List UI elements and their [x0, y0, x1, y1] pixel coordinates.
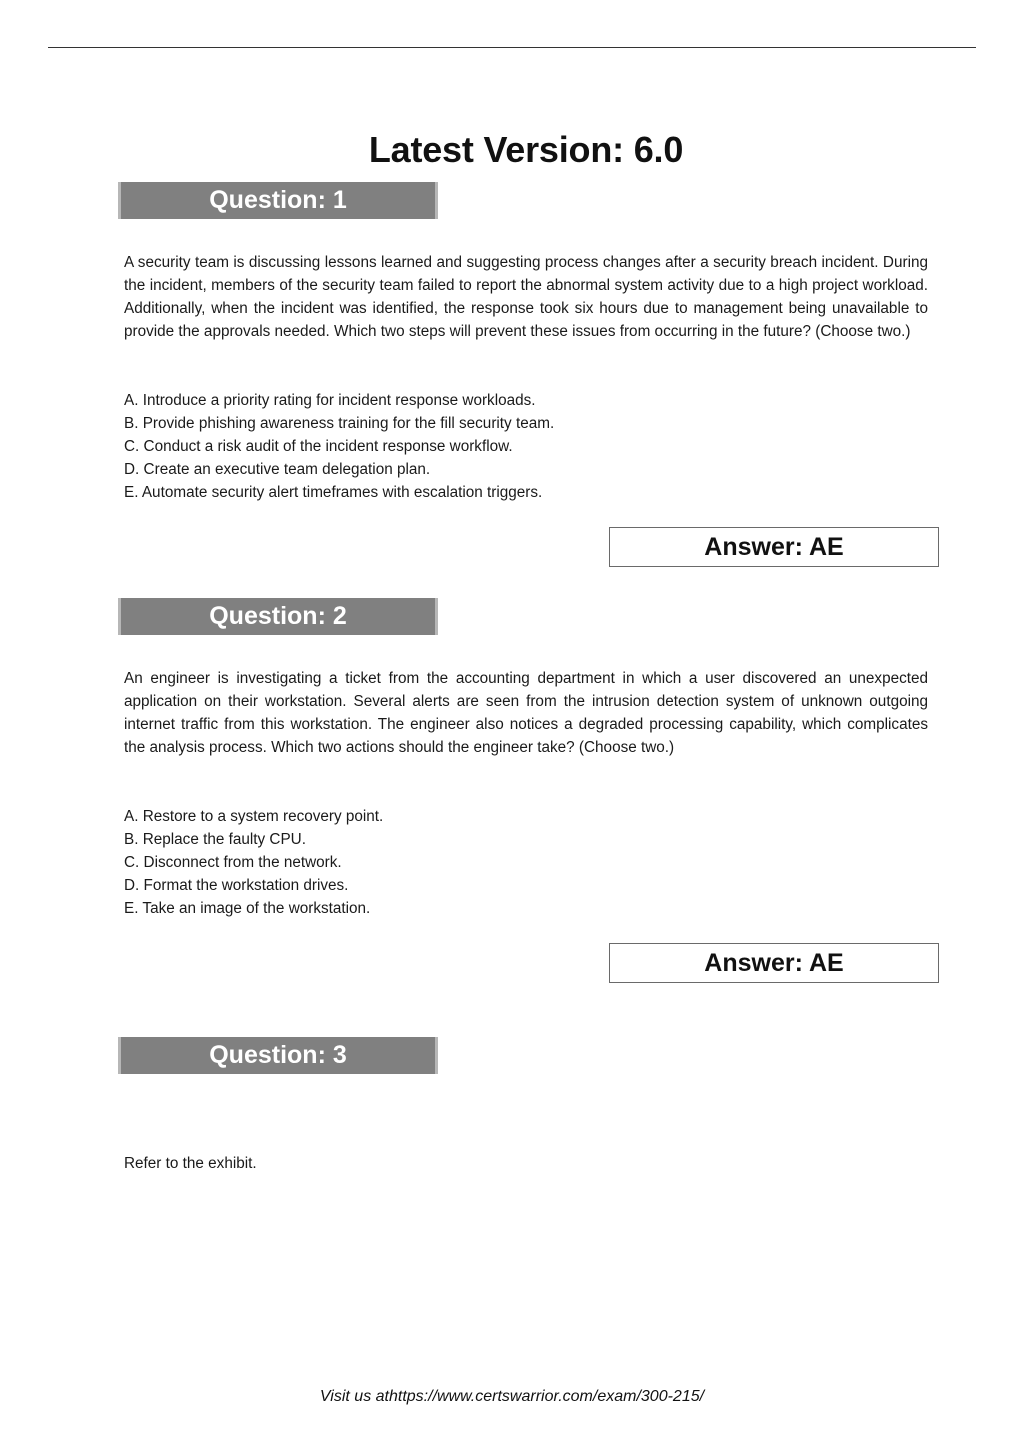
footer-link-text: Visit us athttps://www.certswarrior.com/exam/300-215/ — [319, 1388, 705, 1405]
question-1-header: Question: 1 — [118, 182, 438, 219]
option-a: A. Restore to a system recovery point. — [124, 808, 384, 825]
question-1-options — [124, 389, 928, 504]
option-d: D. Create an executive team delegation plan. — [124, 461, 431, 478]
question-1-text: A security team is discussing lessons learned and suggesting process changes after a security breach incident. During the incident, members of the security team failed to report the abnormal system activity due to a high project workload. Additionally, when the incident was identified, the response took six hours due to management being unavailable to provide the approvals needed. Which two steps will prevent these issues from occurring in the future? (Choose two.) — [124, 254, 928, 340]
option-b: B. Replace the faulty CPU. — [124, 831, 306, 848]
option-e: E. Take an image of the workstation. — [124, 900, 371, 917]
option-e: E. Automate security alert timeframes with escalation triggers. — [124, 484, 543, 501]
question-2-header: Question: 2 — [118, 598, 438, 635]
option-c: C. Conduct a risk audit of the incident response workflow. — [124, 438, 513, 455]
option-d: D. Format the workstation drives. — [124, 877, 349, 894]
header-rule — [48, 47, 976, 48]
option-b: B. Provide phishing awareness training for the fill security team. — [124, 415, 555, 432]
question-1-answer: Answer: AE — [609, 527, 939, 567]
question-3-header: Question: 3 — [118, 1037, 438, 1074]
question-2-text: An engineer is investigating a ticket from the accounting department in which a user discovered an unexpected application on their workstation. Several alerts are seen from the intrusion detection system of unknown outgoing internet traffic from this workstation. The engineer also notices a degraded processing capability, which complicates the analysis process. Which two actions should the engineer take? (Choose two.) — [124, 670, 928, 756]
question-2-answer: Answer: AE — [609, 943, 939, 983]
question-2-options — [124, 805, 928, 920]
question-3-text: Refer to the exhibit. — [124, 1155, 257, 1172]
option-a: A. Introduce a priority rating for incident response workloads. — [124, 392, 536, 409]
document-title: Latest Version: 6.0 — [368, 129, 684, 170]
option-c: C. Disconnect from the network. — [124, 854, 342, 871]
